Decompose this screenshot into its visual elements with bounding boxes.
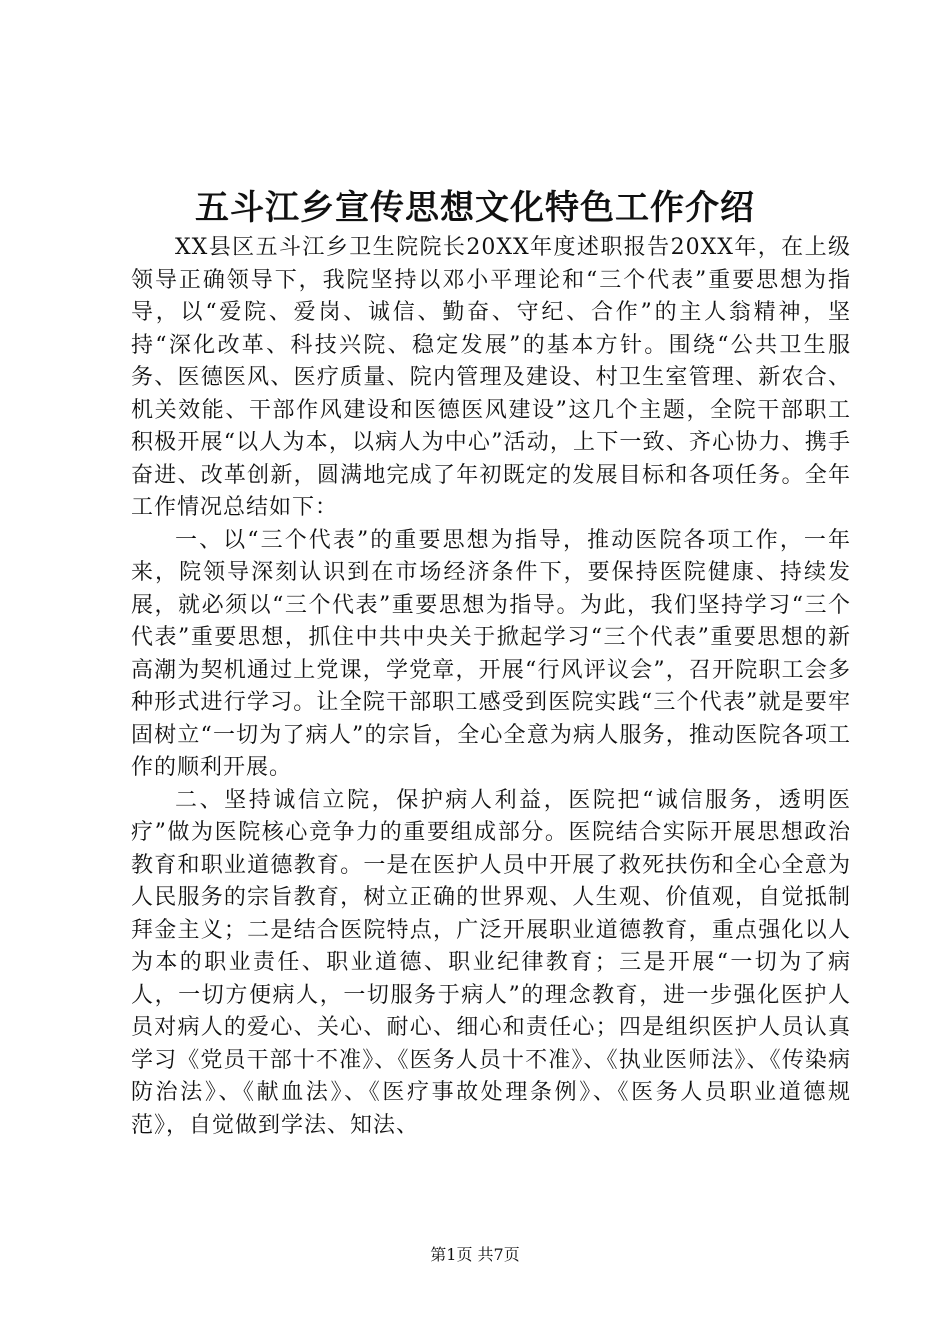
document-title: 五斗江乡宣传思想文化特色工作介绍 — [195, 188, 755, 228]
page-footer: 第1页 共7页 — [430, 1245, 520, 1264]
paragraph-intro: XX县区五斗江乡卫生院院长20XX年度述职报告20XX年，在上级领导正确领导下，我院坚持以邓小平理论和“三个代表”重要思想为指导，以“爱院、爱岗、诚信、勤奋、守纪、合作”的主人翁精神，坚持“深化改革、科技兴院、稳定发展”的基本方针。围绕“公共卫生服务、医德医风、医疗质量、院内管理及建设、村卫生室管理、新农合、机关效能、干部作风建设和医德医风建设”这几个主题，全院干部职工积极开展“以人为本，以病人为中心”活动，上下一致、齐心协力、携手奋进、改革创新，圆满地完成了年初既定的发展目标和各项任务。全年工作情况总结如下： — [131, 235, 851, 520]
document-body — [131, 232, 851, 1142]
paragraph-section-two: 二、坚持诚信立院，保护病人利益，医院把“诚信服务，透明医疗”做为医院核心竞争力的重要组成部分。医院结合实际开展思想政治教育和职业道德教育。一是在医护人员中开展了救死扶伤和全心全意为人民服务的宗旨教育，树立正确的世界观、人生观、价值观，自觉抵制拜金主义；二是结合医院特点，广泛开展职业道德教育，重点强化以人为本的职业责任、职业道德、职业纪律教育；三是开展“一切为了病人，一切方便病人，一切服务于病人”的理念教育，进一步强化医护人员对病人的爱心、关心、耐心、细心和责任心；四是组织医护人员认真学习《党员干部十不准》、《医务人员十不准》、《执业医师法》、《传染病防治法》、《献血法》、《医疗事故处理条例》、《医务人员职业道德规范》，自觉做到学法、知法、 — [131, 787, 851, 1138]
paragraph-section-one: 一、以“三个代表”的重要思想为指导，推动医院各项工作，一年来，院领导深刻认识到在市场经济条件下，要保持医院健康、持续发展，就必须以“三个代表”重要思想为指导。为此，我们坚持学习“三个代表”重要思想，抓住中共中央关于掀起学习“三个代表”重要思想的新高潮为契机通过上党课，学党章，开展“行风评议会”，召开院职工会多种形式进行学习。让全院干部职工感受到医院实践“三个代表”就是要牢固树立“一切为了病人”的宗旨，全心全意为病人服务，推动医院各项工作的顺利开展。 — [131, 527, 851, 780]
